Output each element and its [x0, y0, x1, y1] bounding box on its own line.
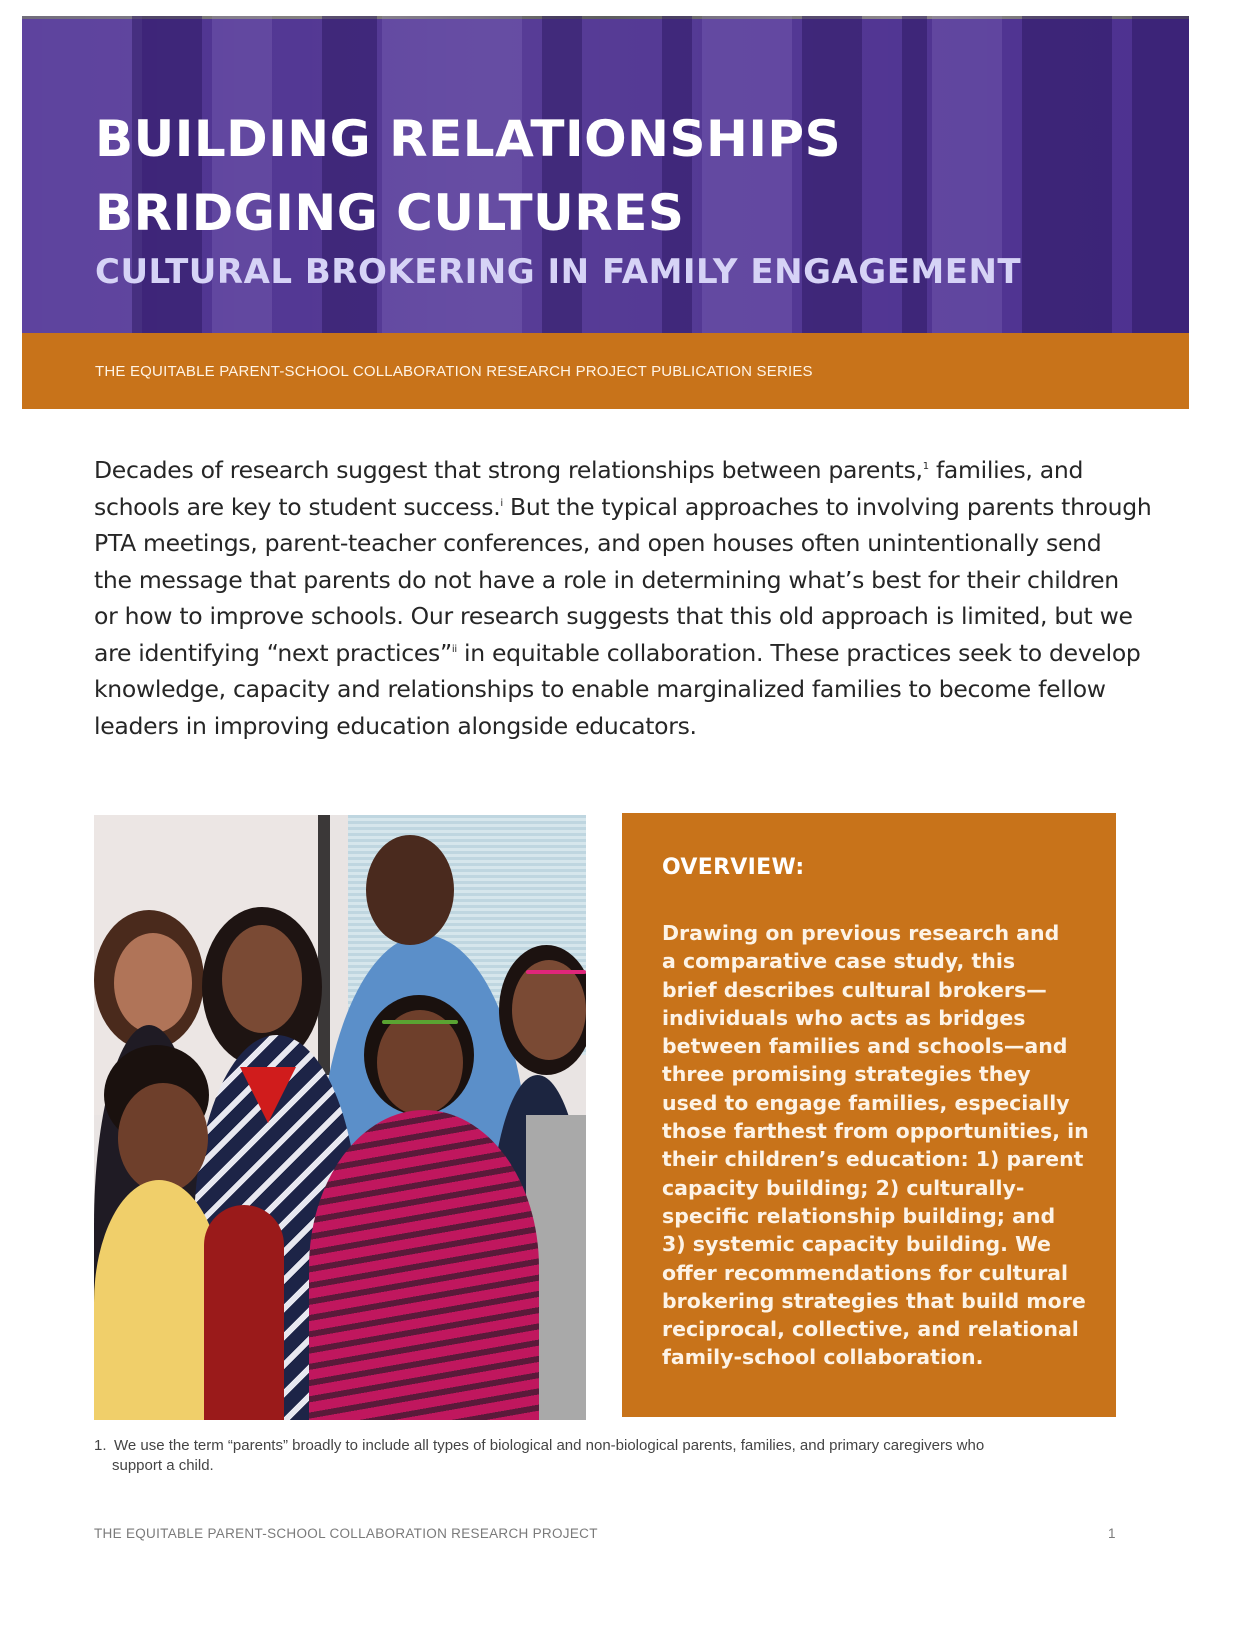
title-line-1: BUILDING RELATIONSHIPS: [95, 110, 842, 168]
overview-line: those farthest from opportunities, in: [662, 1119, 1089, 1144]
overview-line: brokering strategies that build more: [662, 1288, 1086, 1313]
intro-line: the message that parents do not have a role in determining what’s best for their children: [94, 565, 1119, 594]
overview-line: capacity building; 2) culturally-: [662, 1175, 1025, 1200]
footnote-reference[interactable]: i: [500, 497, 503, 509]
footnote-number: 1.: [94, 1437, 107, 1454]
footnote-reference[interactable]: 1: [922, 461, 929, 473]
overview-line: a comparative case study, this: [662, 949, 1016, 974]
overview-line: their children’s education: 1) parent: [662, 1147, 1084, 1172]
overview-line: individuals who acts as bridges: [662, 1005, 1026, 1030]
overview-line: specific relationship building; and: [662, 1203, 1056, 1228]
overview-line: three promising strategies they: [662, 1062, 1031, 1087]
overview-line: offer recommendations for cultural: [662, 1260, 1069, 1285]
intro-line: or how to improve schools. Our research suggests that this old approach is limited, but we: [94, 602, 1133, 630]
overview-line: between families and schools—and: [662, 1034, 1068, 1059]
intro-line: PTA meetings, parent-teacher conferences, and open houses often unintentionally send: [94, 529, 1102, 557]
footer-project-name: THE EQUITABLE PARENT-SCHOOL COLLABORATION RESEARCH PROJECT: [94, 1526, 598, 1541]
family-photo: [94, 815, 586, 1420]
overview-text: [662, 919, 1102, 1372]
overview-line: used to engage families, especially: [662, 1090, 1070, 1115]
overview-title: OVERVIEW:: [662, 855, 805, 880]
overview-line: 3) systemic capacity building. We: [662, 1232, 1051, 1257]
intro-line: leaders in improving education alongside educators.: [94, 711, 697, 740]
footnote-text-line1: We use the term “parents” broadly to include all types of biological and non-biological parents, families, and primary caregivers who: [114, 1437, 985, 1454]
series-label: THE EQUITABLE PARENT-SCHOOL COLLABORATION RESEARCH PROJECT PUBLICATION SERIES: [95, 363, 813, 380]
overview-line: reciprocal, collective, and relational: [662, 1317, 1079, 1342]
intro-line: Decades of research suggest that strong relationships between parents,$^1$ families, and: [94, 456, 1084, 484]
intro-line: knowledge, capacity and relationships to enable marginalized families to become fellow: [94, 675, 1106, 703]
page-number: 1: [1108, 1526, 1116, 1541]
overview-line: Drawing on previous research and: [662, 921, 1060, 945]
overview-line: family-school collaboration.: [662, 1345, 984, 1370]
subtitle: CULTURAL BROKERING IN FAMILY ENGAGEMENT: [95, 252, 1022, 292]
intro-line: are identifying “next practices”$^{ii}$ in equitable collaboration. These practices seek to develop: [94, 638, 1141, 667]
title-line-2: BRIDGING CULTURES: [95, 184, 685, 242]
intro-line: schools are key to student success.$^i$ But the typical approaches to involving parents through: [94, 492, 1152, 521]
series-band: [22, 333, 1189, 409]
footnote-reference[interactable]: ii: [451, 643, 457, 655]
intro-paragraph: [94, 452, 1152, 744]
overview-box: [622, 813, 1116, 1417]
title-banner: [22, 16, 1189, 333]
footnote-text-line2: support a child.: [112, 1457, 214, 1474]
footnote-1: [94, 1436, 1094, 1476]
overview-line: brief describes cultural brokers—: [662, 977, 1047, 1002]
